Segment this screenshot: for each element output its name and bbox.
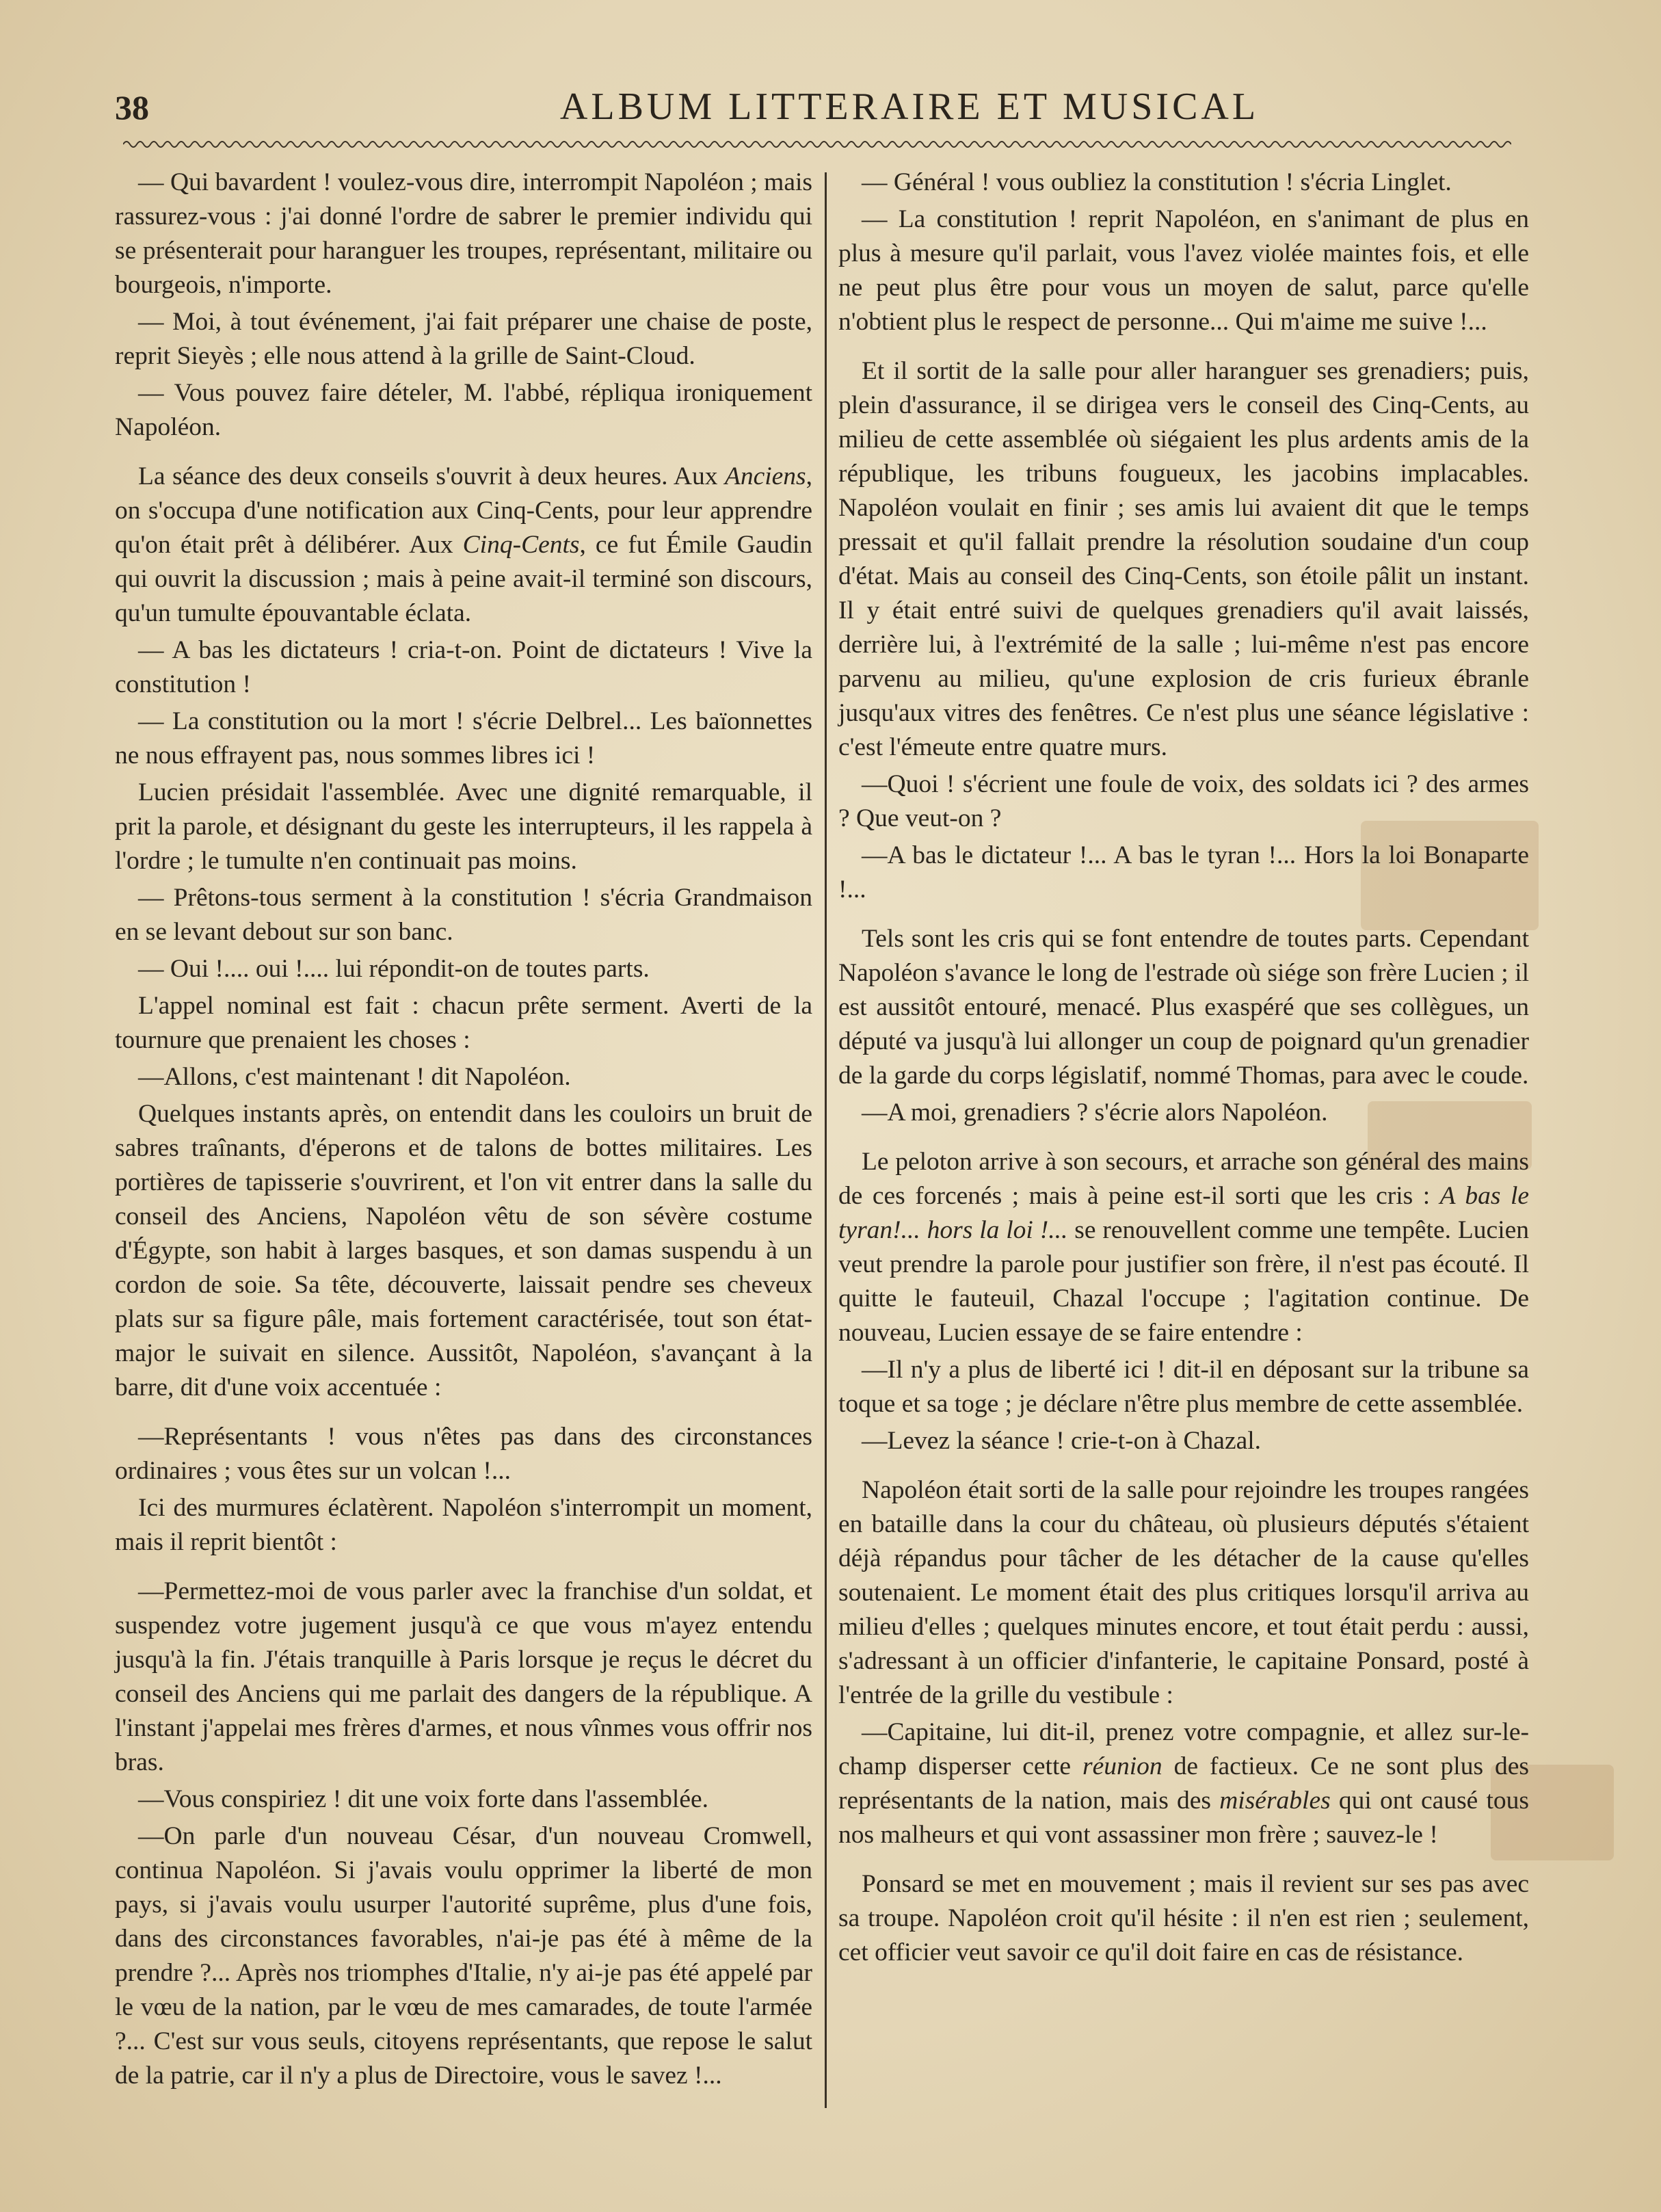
- paragraph: — A bas les dictateurs ! cria-t-on. Point de dictateurs ! Vive la constitution !: [115, 636, 812, 698]
- italic-term: Cinq-Cents: [462, 531, 580, 559]
- paragraph: Lucien présidait l'assemblée. Avec une dignité remarquable, il prit la parole, et désignant du geste les interrupteurs, il les rappela à l'ordre ; le tumulte n'en continuait pas moins.: [115, 778, 812, 875]
- paragraph: Quelques instants après, on entendit dans les couloirs un bruit de sabres traînants, d'éperons et de talons de bottes militaires. Les portières de tapisserie s'ouvrirent, et l'on vit entrer dans la salle du conseil des Anciens, Napoléon vêtu de son sévère costume d'Égypte, son habit à larges basques, et son damas suspendu à un cordon de soie. Sa tête, découverte, laissait pendre ses cheveux plats sur sa figure pâle, mais fortement caractérisée, tout son état-major le suivait en silence. Aussitôt, Napoléon, s'avançant à la barre, dit d'une voix accentuée :: [115, 1100, 812, 1401]
- paragraph: —A bas le dictateur !... A bas le tyran !... Hors la loi Bonaparte !...: [838, 841, 1529, 904]
- running-title: ALBUM LITTERAIRE ET MUSICAL: [559, 85, 1260, 128]
- text-run: qui ont causé tous nos malheurs et qui vont assassiner mon frère ; sauvez-le !: [838, 1787, 1529, 1849]
- text-run: Le peloton arrive à son secours, et arrache son général des mains de ces forcenés ; mais à peine est-il sorti que les cris :: [838, 1148, 1529, 1210]
- text-run: , on s'occupa d'une notification aux Cinq-Cents, pour leur apprendre qu'on était prêt à délibérer. Aux: [115, 462, 812, 559]
- paragraph: — Qui bavardent ! voulez-vous dire, interrompit Napoléon ; mais rassurez-vous : j'ai donné l'ordre de sabrer le premier individu qui se présenterait pour haranguer les troupes, représentant, militaire ou bourgeois, n'importe.: [115, 168, 812, 299]
- paragraph: — Vous pouvez faire dételer, M. l'abbé, répliqua ironiquement Napoléon.: [115, 379, 812, 441]
- paragraph: Ici des murmures éclatèrent. Napoléon s'interrompit un moment, mais il reprit bientôt :: [115, 1494, 812, 1556]
- italic-term: Anciens: [724, 462, 806, 490]
- paragraph: L'appel nominal est fait : chacun prête serment. Averti de la tournure que prenaient les choses :: [115, 992, 812, 1054]
- paragraph: Ponsard se met en mouvement ; mais il revient sur ses pas avec sa troupe. Napoléon croit qu'il hésite : il n'en est rien ; seulement, cet officier veut savoir ce qu'il doit faire en cas de résistance.: [838, 1870, 1529, 1966]
- italic-term: réunion: [1082, 1752, 1162, 1780]
- paragraph: —A moi, grenadiers ? s'écrie alors Napoléon.: [862, 1098, 1328, 1127]
- paragraph: — Moi, à tout événement, j'ai fait préparer une chaise de poste, reprit Sieyès ; elle nous attend à la grille de Saint-Cloud.: [115, 308, 812, 370]
- paragraph: — Prêtons-tous serment à la constitution ! s'écria Grandmaison en se levant debout sur son banc.: [115, 884, 812, 946]
- paragraph: —On parle d'un nouveau César, d'un nouveau Cromwell, continua Napoléon. Si j'avais voulu opprimer la liberté de mon pays, si j'avais voulu usurper l'autorité suprême, plus d'une fois, dans des circonstances favorables, n'ai-je pas été à même de la prendre ?... Après nos triomphes d'Italie, n'y ai-je pas été appelé par le vœu de la nation, par le vœu de mes camarades, de toute l'armée ?... C'est sur vous seuls, citoyens représentants, que repose le salut de la patrie, car il n'y a plus de Directoire, vous le savez !...: [115, 1822, 812, 2090]
- paragraph: [838, 1145, 1529, 1350]
- paragraph: —Il n'y a plus de liberté ici ! dit-il en déposant sur la tribune sa toque et sa toge ; je déclare n'être plus membre de cette assemblée.: [838, 1356, 1529, 1418]
- italic-quote: A bas le tyran!... hors la loi !...: [838, 1182, 1530, 1244]
- paragraph: [838, 1715, 1529, 1852]
- paragraph: [115, 460, 812, 631]
- paragraph: Et il sortit de la salle pour aller haranguer ses grenadiers; puis, plein d'assurance, il se dirigea vers le conseil des Cinq-Cents, au milieu de cette assemblée où siégaient les plus ardents amis de la république, les tribuns fougueux, les jacobins implacables. Napoléon voulait en finir ; ses amis lui avaient dit que le temps pressait et qu'il fallait prendre la résolution soudaine d'un coup d'état. Mais au conseil des Cinq-Cents, son étoile pâlit un instant. Il y était entré suivi de quelques grenadiers qu'il avait laissés, derrière lui, à l'extrémité de la salle ; lui-même n'est pas encore parvenu au milieu, qu'une explosion de cris furieux ébranle jusqu'aux vitres des fenêtres. Ce n'est plus une séance législative : c'est l'émeute entre quatre murs.: [838, 357, 1529, 761]
- paragraph: —Vous conspiriez ! dit une voix forte dans l'assemblée.: [138, 1785, 709, 1813]
- text-run: se renouvellent comme une tempête. Lucien veut prendre la parole pour justifier son frère, il n'est pas écouté. Il quitte le fauteuil, Chazal l'occupe ; l'agitation continue. De nouveau, Lucien essaye de se faire entendre :: [838, 1216, 1530, 1347]
- text-run: de factieux. Ce ne sont plus des représentants de la nation, mais des: [838, 1752, 1530, 1815]
- paragraph: —Allons, c'est maintenant ! dit Napoléon.: [138, 1063, 571, 1091]
- text-run: —Capitaine, lui dit-il, prenez votre compagnie, et allez sur-le-champ disperser cette: [838, 1718, 1529, 1780]
- page-number: 38: [115, 88, 149, 127]
- paragraph: — La constitution ! reprit Napoléon, en s'animant de plus en plus à mesure qu'il parlait, vous l'avez violée maintes fois, et elle ne peut plus être pour vous un moyen de salut, parce qu'elle n'obtient plus le respect de personne... Qui m'aime me suive !...: [838, 205, 1529, 336]
- right-column: [838, 166, 1529, 1973]
- paragraph: —Représentants ! vous n'êtes pas dans des circonstances ordinaires ; vous êtes sur un volcan !...: [115, 1423, 812, 1485]
- paragraph: —Permettez-moi de vous parler avec la franchise d'un soldat, et suspendez votre jugement jusqu'à ce que vous m'ayez entendu jusqu'à la fin. J'étais tranquille à Paris lorsque je reçus le décret du conseil des Anciens qui me parlait des dangers de la république. A l'instant j'appelai mes frères d'armes, et nous vînmes vous offrir nos bras.: [115, 1577, 812, 1776]
- paragraph: Tels sont les cris qui se font entendre de toutes parts. Cependant Napoléon s'avance le long de l'estrade où siége son frère Lucien ; il est aussitôt entouré, menacé. Plus exaspéré que ses collègues, un député va jusqu'à lui allonger un coup de poignard qu'un grenadier de la garde du corps législatif, nommé Thomas, para avec le coude.: [838, 925, 1529, 1090]
- text-run: , ce fut Émile Gaudin qui ouvrit la discussion ; mais à peine avait-il terminé son discours, qu'un tumulte épouvantable éclata.: [115, 531, 812, 627]
- paragraph: —Quoi ! s'écrient une foule de voix, des soldats ici ? des armes ? Que veut-on ?: [838, 770, 1529, 832]
- text-run: La séance des deux conseils s'ouvrit à deux heures. Aux: [138, 462, 718, 490]
- column-divider: [825, 172, 827, 2108]
- paragraph: Napoléon était sorti de la salle pour rejoindre les troupes rangées en bataille dans la cour du château, où plusieurs députés s'étaient déjà répandus pour tâcher de les détacher de la cause qu'elles soutenaient. Le moment était des plus critiques lorsqu'il arriva au milieu d'elles ; quelques minutes encore, et tout était perdu : aussi, s'adressant à un officier d'infanterie, le capitaine Ponsard, posté à l'entrée de la grille du vestibule :: [838, 1476, 1529, 1709]
- paragraph: — Oui !.... oui !.... lui répondit-on de toutes parts.: [138, 955, 650, 983]
- paragraph: —Levez la séance ! crie-t-on à Chazal.: [862, 1427, 1262, 1455]
- paragraph: — Général ! vous oubliez la constitution ! s'écria Linglet.: [862, 168, 1452, 196]
- left-column: [115, 166, 812, 2096]
- header-ornament-rule: [123, 137, 1511, 152]
- italic-term: misérables: [1219, 1787, 1331, 1815]
- paragraph: — La constitution ou la mort ! s'écrie Delbrel... Les baïonnettes ne nous effrayent pas, nous sommes libres ici !: [115, 707, 812, 769]
